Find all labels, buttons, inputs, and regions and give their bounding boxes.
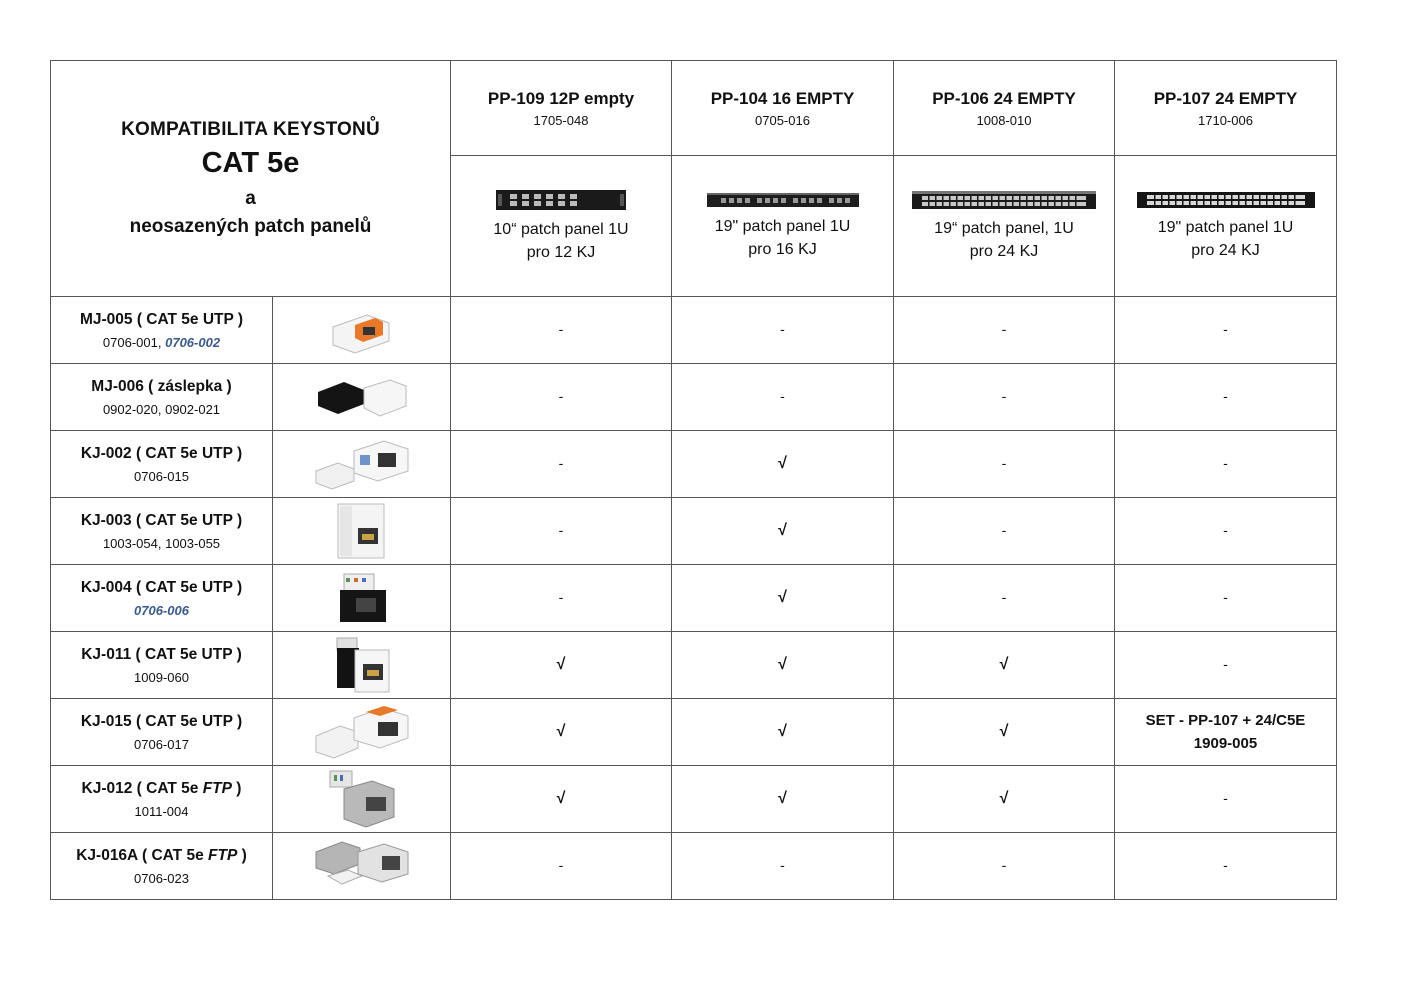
patch-panel-24-image xyxy=(1137,190,1315,210)
keystone-code-link[interactable]: 0706-006 xyxy=(134,602,189,618)
compat-cell xyxy=(451,565,672,632)
panel-image-cell-pp-104 xyxy=(672,156,894,297)
title-line-2: CAT 5e xyxy=(201,147,300,179)
compat-value: - xyxy=(1223,857,1228,873)
keystone-name: KJ-004 ( CAT 5e UTP ) xyxy=(80,578,243,596)
compat-value: - xyxy=(558,857,564,873)
compat-value: - xyxy=(780,388,785,404)
compat-value: √ xyxy=(556,723,566,740)
keystone-code xyxy=(51,603,272,618)
compat-cell xyxy=(672,766,894,833)
keystone-name-italic: FTP xyxy=(202,779,232,797)
keystone-name xyxy=(51,780,272,798)
panel-header-pp-107 xyxy=(1115,61,1337,156)
keystone-name-suffix: ) xyxy=(237,846,247,864)
panel-desc-line-1: 19" patch panel 1U xyxy=(1157,219,1294,236)
table-row xyxy=(51,699,1337,766)
compat-value: - xyxy=(1223,522,1228,538)
keystone-label-cell xyxy=(51,632,273,699)
compat-value: √ xyxy=(778,656,787,673)
keystone-label-cell xyxy=(51,498,273,565)
keystone-image-cell xyxy=(273,699,451,766)
compat-cell xyxy=(1115,498,1337,565)
compat-value: - xyxy=(1001,388,1007,404)
compat-cell xyxy=(672,364,894,431)
compat-cell xyxy=(672,833,894,900)
set-note-line-1: SET - PP-107 + 24/C5E xyxy=(1145,712,1306,729)
keystone-image-cell xyxy=(273,364,451,431)
keystone-name-italic: FTP xyxy=(208,846,238,864)
panel-name: PP-109 12P empty xyxy=(487,88,635,108)
table-row xyxy=(51,766,1337,833)
compat-value: - xyxy=(558,522,564,538)
compat-cell xyxy=(672,431,894,498)
panel-name: PP-106 24 EMPTY xyxy=(932,88,1076,108)
panel-code: 1710-006 xyxy=(1198,112,1253,128)
compat-value: √ xyxy=(778,522,787,539)
compat-cell xyxy=(894,766,1115,833)
panel-desc-line-2: pro 24 KJ xyxy=(969,243,1039,260)
compat-value: - xyxy=(1223,388,1228,404)
panel-desc-line-2: pro 12 KJ xyxy=(526,244,596,261)
keystone-code: 1009-060 xyxy=(134,669,189,685)
keystone-name: MJ-005 ( CAT 5e UTP ) xyxy=(79,310,244,328)
compat-value: √ xyxy=(999,723,1009,740)
compat-value: - xyxy=(1223,790,1228,806)
panel-name: PP-104 16 EMPTY xyxy=(710,88,855,108)
keystone-image-cell xyxy=(273,632,451,699)
keystone-kj-003-image xyxy=(332,502,392,560)
keystone-name: KJ-003 ( CAT 5e UTP ) xyxy=(80,511,243,529)
compat-value: - xyxy=(558,589,564,605)
keystone-kj-016a-image xyxy=(314,838,410,894)
table-row xyxy=(51,565,1337,632)
keystone-name: KJ-015 ( CAT 5e UTP ) xyxy=(80,712,243,730)
compat-cell xyxy=(451,766,672,833)
compat-cell xyxy=(672,297,894,364)
keystone-image-cell xyxy=(273,833,451,900)
panel-desc-line-1: 19“ patch panel, 1U xyxy=(934,220,1074,237)
compat-cell xyxy=(894,833,1115,900)
compat-value: - xyxy=(1001,857,1007,873)
keystone-name xyxy=(51,847,272,865)
keystone-code: 0706-015 xyxy=(134,468,189,484)
compat-cell xyxy=(451,431,672,498)
table-row xyxy=(51,498,1337,565)
patch-panel-16-image xyxy=(707,191,859,209)
compat-value: - xyxy=(780,321,785,337)
table-row xyxy=(51,632,1337,699)
keystone-kj-011-image xyxy=(329,636,395,694)
panel-code: 1008-010 xyxy=(976,112,1032,128)
keystone-mj-006-image xyxy=(314,374,410,420)
panel-header-pp-109 xyxy=(451,61,672,156)
compat-cell xyxy=(1115,431,1337,498)
panel-image-cell-pp-107 xyxy=(1115,156,1337,297)
set-note-cell xyxy=(1115,699,1337,766)
compat-value: - xyxy=(1001,455,1007,471)
compat-cell xyxy=(451,699,672,766)
keystone-name-suffix: ) xyxy=(231,779,242,797)
keystone-kj-002-image xyxy=(314,437,410,491)
compat-value: √ xyxy=(999,790,1009,807)
keystone-image-cell xyxy=(273,766,451,833)
keystone-code: 0706-017 xyxy=(134,736,189,752)
compat-value: √ xyxy=(556,656,566,673)
compat-value: - xyxy=(1223,656,1228,672)
compat-value: √ xyxy=(778,589,787,606)
panel-image-cell-pp-106 xyxy=(894,156,1115,297)
compat-value: √ xyxy=(556,790,566,807)
keystone-image-cell xyxy=(273,297,451,364)
compat-value: - xyxy=(558,388,564,404)
compat-cell xyxy=(1115,565,1337,632)
keystone-code: 1003-054, 1003-055 xyxy=(102,535,221,551)
keystone-kj-012-image xyxy=(324,769,400,829)
compat-value: - xyxy=(780,857,785,873)
keystone-kj-004-image xyxy=(334,572,390,624)
keystone-name-prefix: KJ-016A ( CAT 5e xyxy=(76,846,209,864)
keystone-label-cell xyxy=(51,833,273,900)
compat-cell xyxy=(894,431,1115,498)
compat-cell xyxy=(894,632,1115,699)
keystone-code: 0902-020, 0902-021 xyxy=(102,401,221,417)
table-row xyxy=(51,431,1337,498)
keystone-label-cell xyxy=(51,699,273,766)
compat-cell xyxy=(1115,364,1337,431)
set-note-line-2: 1909-005 xyxy=(1193,735,1258,752)
compat-value: - xyxy=(1223,455,1228,471)
compat-cell xyxy=(894,364,1115,431)
panel-code: 0705-016 xyxy=(755,112,810,128)
patch-panel-12-image xyxy=(496,188,626,212)
keystone-label-cell xyxy=(51,431,273,498)
compat-cell xyxy=(451,632,672,699)
keystone-label-cell xyxy=(51,565,273,632)
compat-value: - xyxy=(558,321,564,337)
compatibility-table xyxy=(50,60,1337,900)
keystone-image-cell xyxy=(273,431,451,498)
keystone-name: KJ-002 ( CAT 5e UTP ) xyxy=(80,444,243,462)
panel-desc-line-2: pro 24 KJ xyxy=(1191,242,1260,259)
compat-cell xyxy=(894,297,1115,364)
panel-header-pp-104 xyxy=(672,61,894,156)
compat-cell xyxy=(1115,632,1337,699)
keystone-code xyxy=(51,335,272,350)
title-line-3: a xyxy=(245,188,256,209)
compat-value: - xyxy=(1001,522,1007,538)
keystone-name: KJ-011 ( CAT 5e UTP ) xyxy=(81,645,242,663)
keystone-kj-015-image xyxy=(314,704,410,760)
keystone-code: 1011-004 xyxy=(134,803,189,819)
panel-header-pp-106 xyxy=(894,61,1115,156)
compat-value: - xyxy=(1001,589,1007,605)
compat-value: - xyxy=(1223,589,1228,605)
panel-desc-line-2: pro 16 KJ xyxy=(748,241,817,258)
keystone-code-text: 0706-001, xyxy=(102,334,162,350)
compat-value: - xyxy=(558,455,564,471)
compat-cell xyxy=(894,699,1115,766)
compat-cell xyxy=(451,297,672,364)
compat-value: √ xyxy=(778,723,787,740)
compat-cell xyxy=(1115,833,1337,900)
keystone-image-cell xyxy=(273,498,451,565)
keystone-label-cell xyxy=(51,297,273,364)
compat-cell xyxy=(894,498,1115,565)
panel-name: PP-107 24 EMPTY xyxy=(1153,88,1298,108)
compat-value: √ xyxy=(778,455,787,472)
compat-cell xyxy=(894,565,1115,632)
compat-cell xyxy=(672,699,894,766)
compat-value: √ xyxy=(999,656,1009,673)
keystone-label-cell xyxy=(51,766,273,833)
compat-cell xyxy=(451,364,672,431)
compat-cell xyxy=(1115,297,1337,364)
keystone-label-cell xyxy=(51,364,273,431)
compat-value: - xyxy=(1223,321,1228,337)
compat-cell xyxy=(672,565,894,632)
table-row xyxy=(51,297,1337,364)
compat-value: √ xyxy=(778,790,787,807)
table-row xyxy=(51,364,1337,431)
keystone-code: 0706-023 xyxy=(134,870,189,886)
keystone-name-prefix: KJ-012 ( CAT 5e xyxy=(81,779,203,797)
panel-desc-line-1: 10“ patch panel 1U xyxy=(493,221,629,238)
compat-cell xyxy=(672,632,894,699)
compat-cell xyxy=(451,498,672,565)
panel-desc-line-1: 19" patch panel 1U xyxy=(714,218,851,235)
title-line-4: neosazených patch panelů xyxy=(129,216,372,237)
table-title xyxy=(51,61,451,297)
title-line-1: KOMPATIBILITA KEYSTONŮ xyxy=(121,119,380,140)
compat-cell xyxy=(451,833,672,900)
patch-panel-24-image xyxy=(912,189,1096,211)
keystone-name: MJ-006 ( záslepka ) xyxy=(91,377,232,395)
compat-cell xyxy=(1115,766,1337,833)
keystone-mj-005-image xyxy=(327,305,397,355)
panel-code: 1705-048 xyxy=(533,112,589,128)
keystone-image-cell xyxy=(273,565,451,632)
compat-cell xyxy=(672,498,894,565)
compat-value: - xyxy=(1001,321,1007,337)
table-row xyxy=(51,833,1337,900)
panel-image-cell-pp-109 xyxy=(451,156,672,297)
keystone-code-link[interactable]: 0706-002 xyxy=(165,334,221,350)
